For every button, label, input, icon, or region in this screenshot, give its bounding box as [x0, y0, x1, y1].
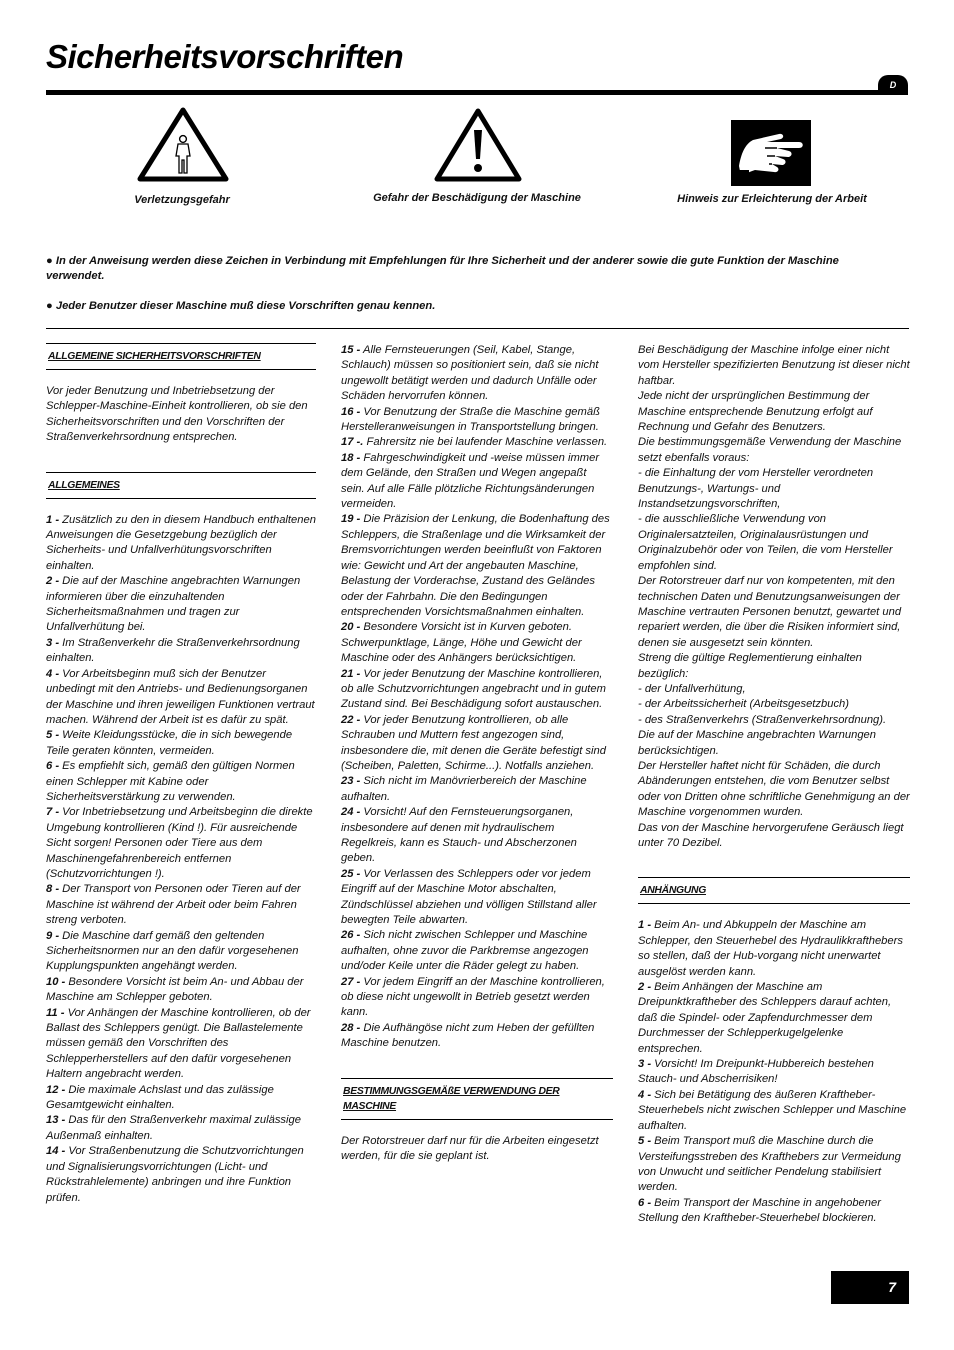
list-item: [341, 343, 613, 405]
item-number: 21 -: [341, 667, 361, 680]
list-item: [46, 1144, 316, 1206]
section-heading-general: ALLGEMEINES: [46, 472, 316, 499]
general-items-list: [46, 513, 316, 1206]
list-item: [341, 512, 613, 620]
item-text: Die Aufhängöse nicht zum Heben der gefüllten Maschine benutzen.: [341, 1021, 595, 1050]
item-number: 6 -: [46, 760, 60, 773]
item-text: Die Maschine darf gemäß den geltenden Sicherheitsnormen nur an den dafür vorgesehenen Kupplungspunkten angehängt werden.: [46, 929, 299, 973]
page-number: 7: [831, 1271, 909, 1304]
list-item: [638, 1088, 910, 1134]
column-3: [638, 343, 910, 1227]
item-number: 19 -: [341, 513, 361, 526]
symbol-caption-work-hint: Hinweis zur Erleichterung der Arbeit: [677, 193, 867, 205]
item-number: 8 -: [46, 883, 60, 896]
list-item: [46, 728, 316, 759]
item-number: 18 -: [341, 451, 361, 464]
intended-use-continued: Bei Beschädigung der Maschine infolge einer nicht vom Hersteller spezifizierten Benutzung ist dieser nicht haftbar. Jede nicht der ursprünglichen Bestimmung der Maschine entsprechende Benutzung erfolgt auf Rechnung und Gefahr des Benutzers. Die bestimmungsgemäße Verwendung der Maschine setzt ebenfalls voraus: - die Einhaltung der vom Hersteller verordneten Benutzungs-, Wartungs- und Instandsetzungsvorschriften, - die ausschließliche Verwendung von Originalersatzteilen, Originalausrüstungen und Originalzubehör oder von Teilen, die vom Hersteller empfohlen sind. Der Rotorstreuer darf nur von kompetenten, mit den technischen Daten und Benutzungsanweisungen der Maschine vertrauten Personen benutzt, gewartet und repariert werden, die über die Risiken informiert sind, denen sie ausgesetzt sein könnten. Streng die gültige Reglementierung einhalten bezüglich: - der Unfallverhütung, - der Arbeitssicherheit (Arbeitsgesetzbuch) - des Straßenverkehrs (Straßenverkehrsordnung). Die auf der Maschine angebrachten Warnungen berücksichtigen. Der Hersteller haftet nicht für Schäden, die durch Abänderungen entstehen, die vom Benutzer selbst oder von Dritten ohne schriftliche Genehmigung an der Maschine vorgenommen wurden. Das von der Maschine hervorgerufene Geräusch liegt unter 70 Dezibel.: [638, 344, 910, 849]
list-item: [46, 574, 316, 636]
section-heading-intended-use: BESTIMMUNGSGEMÄßE VERWENDUNG DER MASCHINE: [341, 1078, 613, 1120]
list-item: [638, 980, 910, 1057]
item-text: Fahrgeschwindigkeit und -weise müssen immer dem Gelände, den Straßen und Wegen angepaßt sein. Auf alle Fälle plötzliche Richtungsänderungen vermeiden.: [341, 451, 600, 511]
list-item: [341, 620, 613, 666]
item-number: 2 -: [638, 981, 652, 994]
page-title: Sicherheitsvorschriften: [46, 38, 404, 75]
item-number: 6 -: [638, 1196, 652, 1209]
item-number: 3 -: [46, 636, 60, 649]
item-number: 17 -.: [341, 436, 364, 449]
item-text: Vor Inbetriebsetzung und Arbeitsbeginn die direkte Umgebung kontrollieren (Kind !). Für ausreichende Sicht sorgen! Personen oder Tiere aus dem Maschinengefahrenbereich entfernen (Schutzvorrichtungen !).: [46, 806, 313, 880]
item-text: Die auf der Maschine angebrachten Warnungen informieren über die einzuhaltenden Sicherheitsmaßnahmen und tragen zur Unfallverhütung bei.: [46, 575, 301, 634]
item-number: 23 -: [341, 775, 361, 788]
item-number: 5 -: [638, 1135, 652, 1148]
list-item: [341, 713, 613, 775]
item-text: Vor Straßenbenutzung die Schutzvorrichtungen und Signalisierungsvorrichtungen (Licht- und Rückstrahlelemente) anbringen und ihre Funktion prüfen.: [46, 1145, 304, 1204]
item-text: Beim Transport der Maschine in angehobener Stellung den Kraftheber-Steuerhebel blockieren.: [638, 1196, 881, 1225]
list-item: [46, 929, 316, 975]
item-number: 22 -: [341, 713, 361, 726]
item-number: 16 -: [341, 405, 361, 418]
item-number: 2 -: [46, 575, 60, 588]
general-items-list-continued: [341, 343, 613, 1052]
item-number: 27 -: [341, 975, 361, 988]
hitching-items-list: [638, 918, 910, 1226]
list-item: [341, 975, 613, 1021]
item-text: Der Transport von Personen oder Tieren auf der Maschine ist während der Arbeit oder beim Fahren streng verboten.: [46, 883, 301, 927]
item-text: Weite Kleidungsstücke, die in sich bewegende Teile geraten könnten, vermeiden.: [46, 729, 293, 757]
list-item: [341, 451, 613, 513]
item-text: Vor Benutzung der Straße die Maschine gemäß Herstelleranweisungen in Transportstellung bringen.: [341, 405, 600, 434]
item-number: 3 -: [638, 1058, 652, 1071]
item-number: 4 -: [638, 1088, 652, 1101]
item-number: 25 -: [341, 867, 361, 880]
list-item: [341, 1021, 613, 1052]
item-number: 15 -: [341, 344, 361, 356]
item-text: Die Präzision der Lenkung, die Bodenhaftung des Schleppers, die Straßenlage und die Wirksamkeit der Bremsvorrichtungen werden beeinflußt von Faktoren wie: Gewicht und Art der angebauten Maschine, Belastung der Vorderachse, Zustand des Geländes oder der Fahrbahn. Die den Bedingungen entsprechenden Vorsichtsmaßnahmen einhalten.: [341, 513, 610, 618]
item-text: Vor jeder Benutzung kontrollieren, ob alle Schrauben und Muttern fest angezogen sind, insbesondere die, mit denen die Geräte befestigt sind (Scheiben, Paletten, Schirme...). Notfalls anziehen.: [341, 713, 606, 772]
item-text: Sich nicht zwischen Schlepper und Maschine aufhalten, ohne zuvor die Parkbremse angezogen und/oder Keile unter die Räder gelegt zu haben.: [341, 929, 589, 973]
item-number: 13 -: [46, 1114, 66, 1127]
item-text: Sich nicht im Manövrierbereich der Maschine aufhalten.: [341, 775, 587, 803]
item-text: Vor Anhängen der Maschine kontrollieren, ob der Ballast des Schleppers genügt. Die Ballastelemente müssen gemäß den Vorschriften des Schlepperherstellers auf den dafür vorgesehenen Haltern angebracht werden.: [46, 1006, 311, 1081]
section-divider: [46, 328, 909, 329]
item-number: 9 -: [46, 929, 60, 942]
injury-warning-icon: [137, 107, 229, 182]
list-item: [46, 975, 316, 1006]
list-item: [341, 928, 613, 974]
list-item: [46, 882, 316, 928]
list-item: [638, 1134, 910, 1196]
item-number: 28 -: [341, 1021, 361, 1034]
list-item: [46, 759, 316, 805]
item-text: Das für den Straßenverkehr maximal zulässige Außenmaß einhalten.: [46, 1114, 301, 1142]
general-safety-text: Vor jeder Benutzung und Inbetriebsetzung der Schlepper-Maschine-Einheit kontrollieren, ob sie den Sicherheitsvorschriften und den Vorschriften der Straßenverkehrsordnung entsprechen.: [46, 385, 308, 444]
list-item: [638, 918, 910, 980]
exclamation-warning-icon: [434, 108, 522, 182]
item-text: Vorsicht! Auf den Fernsteuerungsorganen, insbesondere auf denen mit hydraulischem Regelkreis, kann es Stauch- und Abscherzonen geben.: [341, 806, 577, 865]
list-item: [46, 1083, 316, 1114]
section-heading-hitching: ANHÄNGUNG: [638, 877, 910, 904]
intended-use-text: Der Rotorstreuer darf nur für die Arbeiten eingesetzt werden, für die sie geplant ist.: [341, 1134, 599, 1163]
intro-note-2: ● Jeder Benutzer dieser Maschine muß diese Vorschriften genau kennen.: [46, 300, 436, 312]
item-text: Zusätzlich zu den in diesem Handbuch enthaltenen Anweisungen die Gesetzgebung bezüglich der Sicherheits- und Unfallverhütungsvorschriften einhalten.: [46, 513, 316, 572]
item-text: Sich bei Betätigung des äußeren Kraftheber-Steuerhebels nicht zwischen Schlepper und Maschine aufhalten.: [638, 1088, 907, 1132]
item-number: 1 -: [638, 919, 652, 932]
column-1: [46, 343, 316, 1206]
item-number: 7 -: [46, 806, 60, 819]
list-item: [341, 774, 613, 805]
column-2: [341, 343, 613, 1165]
item-number: 10 -: [46, 975, 66, 988]
list-item: [46, 636, 316, 667]
item-text: Beim Anhängen der Maschine am Dreipunktkraftheber des Schleppers darauf achten, daß die Spindel- oder Zapfendurchmesser dem Durchmesser der Schlepperkugelgelenke entsprechen.: [638, 981, 892, 1055]
list-item: [341, 867, 613, 929]
item-text: Vor jeder Benutzung der Maschine kontrollieren, ob alle Schutzvorrichtungen angebracht und in gutem Zustand sind. Bei Beschädigung sofort austauschen.: [341, 667, 606, 711]
item-text: Alle Fernsteuerungen (Seil, Kabel, Stange, Schlauch) müssen so positioniert sein, daß sie nicht ungewollt betätigt werden und dadurch Unfälle oder Schäden hervorrufen können.: [341, 344, 599, 403]
symbol-caption-injury: Verletzungsgefahr: [134, 194, 230, 206]
list-item: [341, 435, 613, 450]
list-item: [46, 513, 316, 575]
item-text: Vor Verlassen des Schleppers oder vor jedem Eingriff auf der Maschine Motor abschalten, Zündschlüssel abziehen und völligen Stillstand aller bewegten Teile abwarten.: [341, 867, 597, 927]
title-rule: [46, 90, 907, 95]
list-item: [341, 805, 613, 867]
item-text: Im Straßenverkehr die Straßenverkehrsordnung einhalten.: [46, 636, 300, 665]
item-number: 14 -: [46, 1145, 66, 1158]
intro-note-1: ● In der Anweisung werden diese Zeichen in Verbindung mit Empfehlungen für Ihre Sicherheit und der anderer sowie die gute Funktion der Maschine verwendet.: [46, 255, 839, 283]
item-number: 20 -: [341, 621, 361, 634]
item-text: Beim Transport muß die Maschine durch die Versteifungsstreben des Krafthebers zur Vermeidung von Unwucht und seitlicher Pendelung stabilisiert werden.: [638, 1135, 901, 1194]
item-number: 12 -: [46, 1083, 66, 1096]
item-number: 26 -: [341, 929, 361, 942]
item-text: Vor jedem Eingriff an der Maschine kontrollieren, ob diese nicht ungewollt in Betrieb gesetzt werden kann.: [341, 975, 605, 1019]
item-text: Fahrersitz nie bei laufender Maschine verlassen.: [366, 436, 608, 449]
item-number: 5 -: [46, 729, 60, 742]
list-item: [341, 405, 613, 436]
list-item: [46, 805, 316, 882]
list-item: [341, 667, 613, 713]
item-text: Vorsicht! Im Dreipunkt-Hubbereich bestehen Stauch- und Abscherrisiken!: [638, 1058, 874, 1086]
item-text: Besondere Vorsicht ist in Kurven geboten. Schwerpunktlage, Länge, Höhe und Gewicht der Maschine oder des Anhängers berücksichtigen.: [341, 621, 582, 665]
item-text: Es empfiehlt sich, gemäß den gültigen Normen einen Schlepper mit Kabine oder Sicherheitsverstärkung zu verwenden.: [46, 760, 295, 803]
language-badge: D: [878, 75, 908, 95]
list-item: [46, 667, 316, 729]
item-text: Die maximale Achslast und das zulässige Gesamtgewicht einhalten.: [46, 1083, 274, 1112]
list-item: [638, 1057, 910, 1088]
item-number: 24 -: [341, 806, 361, 819]
list-item: [46, 1113, 316, 1144]
item-number: 4 -: [46, 667, 60, 680]
item-text: Beim An- und Abkuppeln der Maschine am Schlepper, den Steuerhebel des Hydraulikkrafthebers so stellen, daß der Hub-vorgang nicht unerwartet ausgelöst werden kann.: [638, 919, 903, 978]
item-number: 11 -: [46, 1006, 65, 1019]
item-text: Vor Arbeitsbeginn muß sich der Benutzer unbedingt mit den Antriebs- und Bedienungsorganen der Maschine und ihren jeweiligen Funktionen vertraut machen. Während der Arbeit ist es dafür zu spät.: [46, 667, 315, 726]
section-heading-general-safety: ALLGEMEINE SICHERHEITSVORSCHRIFTEN: [46, 343, 316, 370]
item-text: Besondere Vorsicht ist beim An- und Abbau der Maschine am Schlepper geboten.: [46, 975, 304, 1004]
list-item: [46, 1006, 316, 1083]
item-number: 1 -: [46, 513, 60, 526]
symbol-caption-machine-damage: Gefahr der Beschädigung der Maschine: [373, 192, 581, 204]
list-item: [638, 1196, 910, 1227]
pointing-hand-icon: [731, 120, 811, 186]
